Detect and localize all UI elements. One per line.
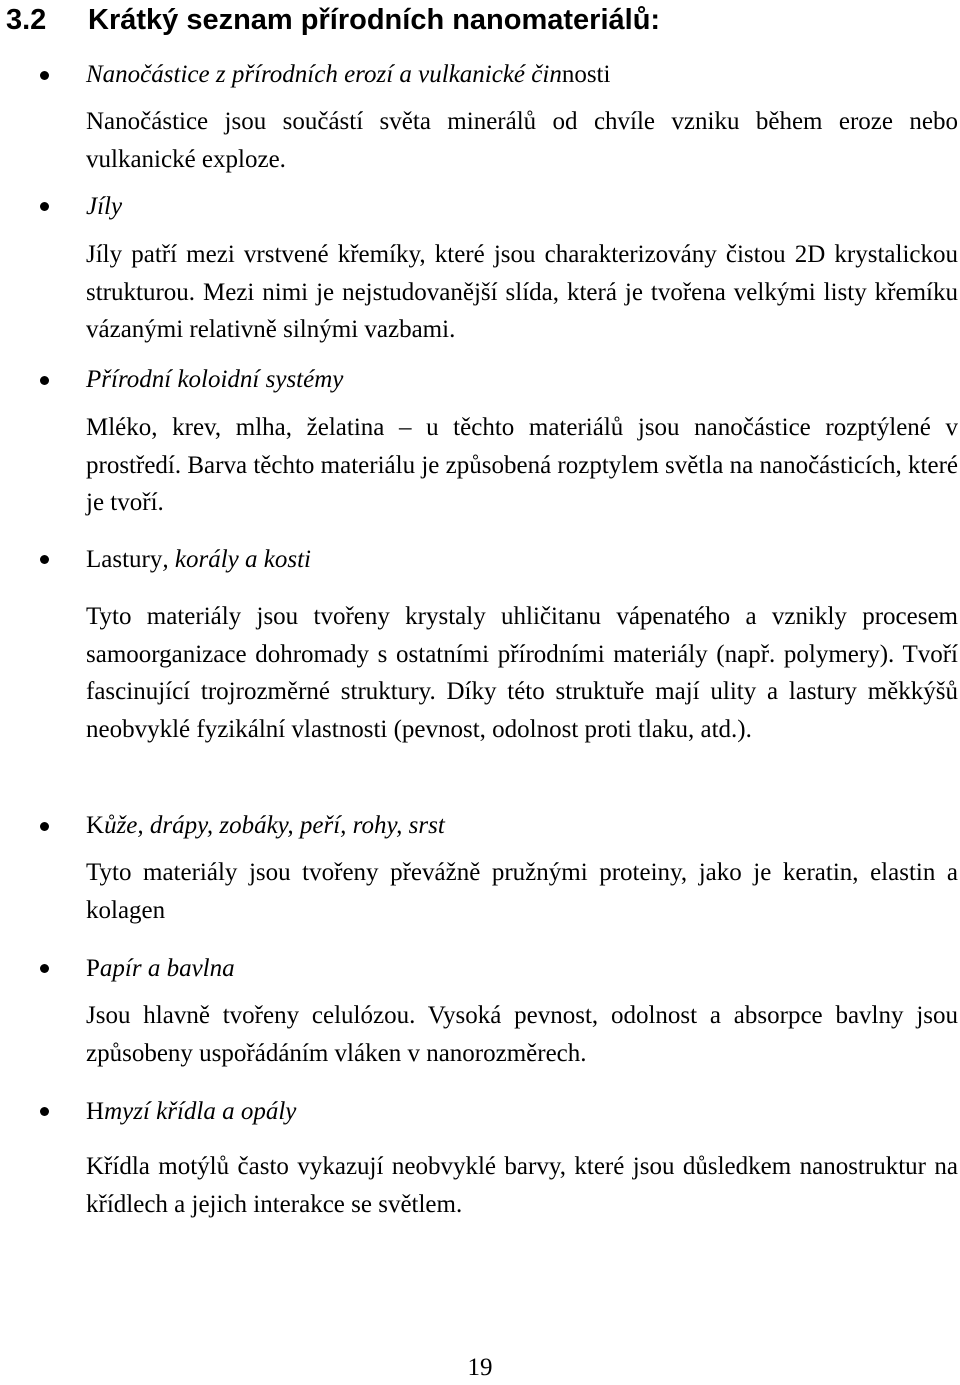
item-body-paper: Jsou hlavně tvořeny celulózou. Vysoká pevnost, odolnost a absorpce bavlny jsou způsobeny uspořádáním vláken v nanorozměrech. [86, 1002, 958, 1067]
item-title-italic: myzí křídla a opály [104, 1098, 297, 1125]
page-number: 19 [467, 1354, 493, 1381]
item-title-wings [86, 1097, 296, 1127]
bullet-icon [40, 964, 49, 973]
item-title-colloids: Přírodní koloidní systémy [86, 366, 344, 393]
item-title-shells [86, 545, 311, 575]
bullet-icon [40, 376, 49, 385]
bullet-icon [40, 555, 49, 564]
item-body-nanoparticles: Nanočástice jsou součástí světa minerálů od chvíle vzniku během eroze nebo vulkanické exploze. [86, 108, 958, 173]
item-title-clays: Jíly [86, 193, 123, 220]
section-heading [6, 0, 660, 40]
item-title-plain: P [86, 955, 100, 982]
section-title: Krátký seznam přírodních nanomateriálů: [88, 4, 661, 36]
section-number: 3.2 [6, 4, 47, 36]
item-title-nanoparticles [86, 60, 610, 90]
item-title-plain: K [86, 812, 105, 839]
item-title-italic: ůže, drápy, zobáky, peří, rohy, srst [104, 812, 445, 839]
bullet-icon [40, 822, 49, 831]
item-body-colloids: Mléko, krev, mlha, želatina – u těchto materiálů jsou nanočástice rozptýlené v prostředí. Barva těchto materiálu je způsobená rozptylem světla na nanočásticích, které je tvoří. [86, 414, 958, 517]
item-title-plain: H [86, 1098, 105, 1125]
item-title-italic: Nanočástice z přírodních erozí a vulkanické čin [86, 61, 562, 88]
item-title-paper [86, 954, 235, 984]
item-title-italic: , korály a kosti [162, 546, 311, 573]
item-title-plain: Lastury [86, 546, 163, 573]
bullet-icon [40, 71, 49, 80]
item-body-clays: Jíly patří mezi vrstvené křemíky, které jsou charakterizovány čistou 2D krystalickou strukturou. Mezi nimi je nejstudovanější slída, která je tvořena velkými listy křemíku vázanými relativně silnými vazbami. [86, 241, 958, 344]
item-title-plain: nosti [561, 61, 611, 88]
item-body-shells: Tyto materiály jsou tvořeny krystaly uhličitanu vápenatého a vznikly procesem samoorganizace dohromady s ostatními přírodními materiály (např. polymery). Tvoří fascinující trojrozměrné struktury. Díky této struktuře mají ulity a lastury měkkýšů neobvyklé fyzikální vlastnosti (pevnost, odolnost proti tlaku, atd.). [86, 603, 958, 744]
item-body-wings: Křídla motýlů často vykazují neobvyklé barvy, které jsou důsledkem nanostruktur na křídlech a jejich interakce se světlem. [86, 1153, 958, 1218]
item-body-keratin: Tyto materiály jsou tvořeny převážně pružnými proteiny, jako je keratin, elastin a kolagen [86, 859, 958, 924]
item-title-keratin [86, 811, 445, 841]
bullet-icon [40, 1107, 49, 1116]
item-title-italic: apír a bavlna [99, 955, 235, 982]
bullet-icon [40, 202, 49, 211]
